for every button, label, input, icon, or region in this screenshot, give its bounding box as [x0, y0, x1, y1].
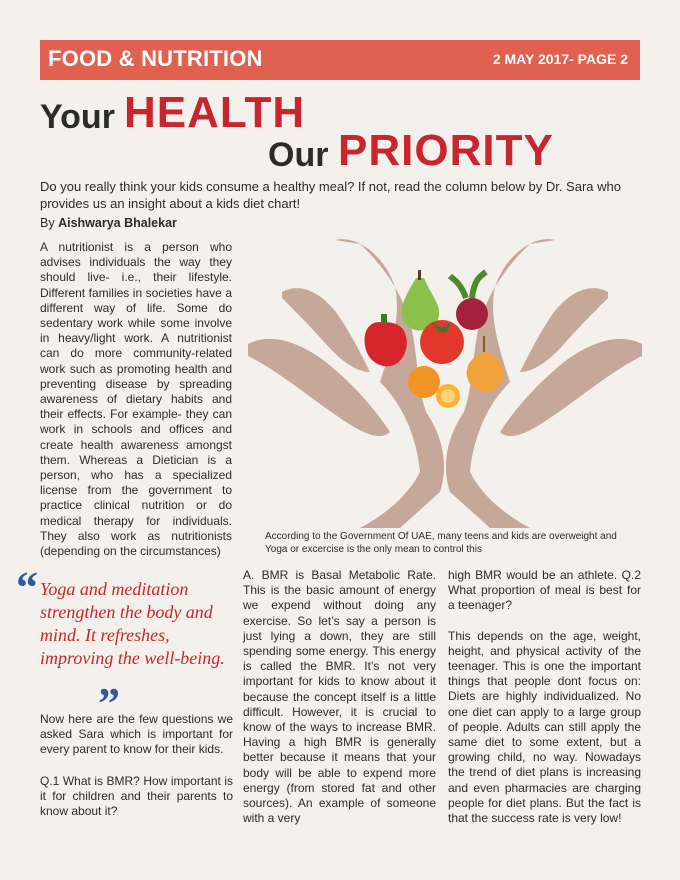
image-caption: According to the Government Of UAE, many teens and kids are overweight and Yoga or excercise is the only mean to control this [265, 531, 617, 555]
pull-quote: Yoga and meditation strengthen the body and mind. It refreshes, improving the well-being. [40, 579, 225, 668]
pear-icon [402, 270, 440, 330]
right-column-text [448, 568, 641, 826]
right-column-part-1: high BMR would be an athlete. Q.2 What proportion of meal is best for a teenager? [448, 568, 641, 613]
tomato-icon [420, 320, 464, 364]
byline-prefix: By [40, 216, 55, 230]
headline-priority: PRIORITY [338, 126, 554, 175]
headline-our: Our [268, 136, 329, 174]
right-column-part-2: This depends on the age, weight, height, and physical activity of the teenager. This is one the important things that people dont focus on: Diets are highly individualized. No one diet can apply to a large group of people. Adults can still apply the same diet to some extent, but a growing child, no way. Nowadays the trend of diet plans is increasing and even pharmacies are charging people for diet plans. But the fact is that the success rate is very low! [448, 628, 641, 826]
paragraph-gap [448, 614, 641, 629]
open-quote-mark: “ [16, 563, 38, 612]
middle-column-text: A. BMR is Basal Metabolic Rate. This is the basic amount of energy we expend without doing any exercise. So let’s say a person is just lying a down, they are still spending some energy. This energy is called the BMR. It’s not very important for kids to know about it because the concept itself is a little difficult. However, it is crucial to know of the ways to increase BMR. Having a high BMR is generally better because it means that your body will be able to expend more energy (from stored fat and other sources). An example of someone with a very [243, 568, 436, 826]
intro-deck: Do you really think your kids consume a healthy meal? If not, read the column below by Dr. Sara who provides us an insight about a kids diet chart! [40, 179, 621, 211]
headline-health: HEALTH [124, 88, 306, 137]
section-title: FOOD & NUTRITION [48, 46, 263, 71]
beetroot-icon [450, 272, 488, 330]
headline-your: Your [40, 98, 115, 136]
question-1: Q.1 What is BMR? How important is it for children and their parents to know about it? [40, 774, 233, 819]
hands-vegetables-illustration [240, 232, 650, 528]
left-column-text: A nutritionist is a person who advises individuals the way they should live- i.e., their lifestyle. Different families in societies have a different way of life. Some do sedentary work while some involve in heavy/light work. A nutritionist can do more community-related work such as promoting health and preventing disease by spreading awareness of dietary habits and their effects. For example- they can work in schools and offices and create health awareness amongst them. Whereas a Dietician is a person, who has a specialized license from the government to practice clinical nutrition or do medical therapy for individuals. They also work as nutritionists (depending on the circumstances) [40, 240, 232, 559]
byline-author: Aishwarya Bhalekar [58, 216, 177, 230]
close-quote-mark: ” [98, 679, 120, 728]
questions-intro: Now here are the few questions we asked Sara which is important for every parent to know for their kids. [40, 712, 233, 757]
byline [40, 216, 177, 230]
section-header-bar [40, 40, 640, 80]
issue-date-page: 2 MAY 2017- PAGE 2 [492, 51, 628, 67]
